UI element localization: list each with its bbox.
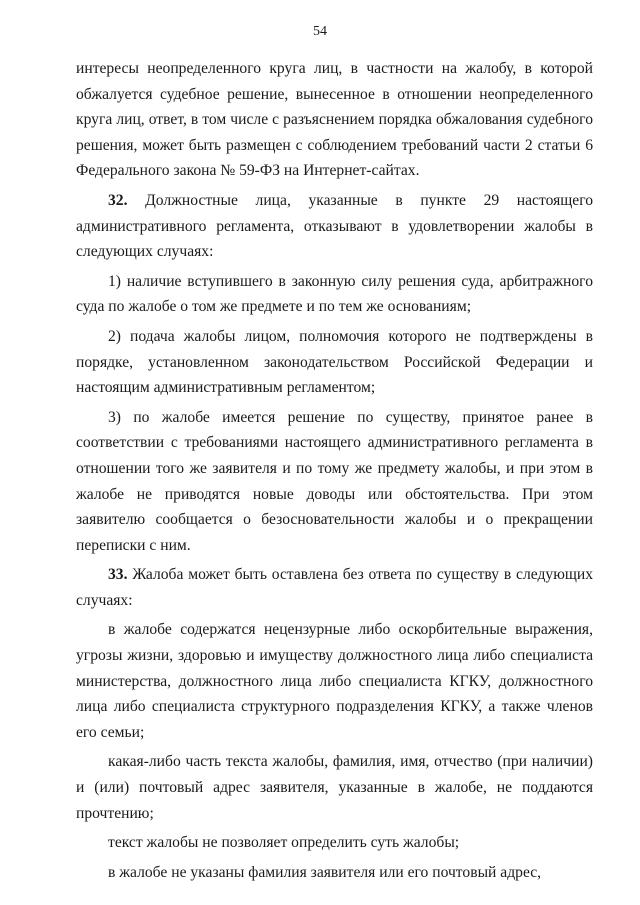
paragraph-7 <box>76 617 593 745</box>
paragraph-text: 3) по жалобе имеется решение по существу, принятое ранее в соответствии с требованиями настоящего административного регламента в отношении того же заявителя и по тому же предмету жалобы, и при этом в жалобе не приводятся новые доводы или обстоятельства. При этом заявителю сообщается о безосновательности жалобы и о прекращении переписки с ним. <box>76 408 593 554</box>
paragraph-4 <box>76 324 593 401</box>
paragraph-text: Жалоба может быть оставлена без ответа по существу в следующих случаях: <box>76 566 593 609</box>
paragraph-text: 2) подача жалобы лицом, полномочия которого не подтверждены в порядке, установленном законодательством Российской Федерации и настоящим административным регламентом; <box>76 327 593 397</box>
paragraph-3 <box>76 269 593 320</box>
paragraph-5 <box>76 405 593 559</box>
paragraph-text: Должностные лица, указанные в пункте 29 настоящего административного регламента, отказывают в удовлетворении жалобы в следующих случаях: <box>76 191 593 261</box>
paragraph-1 <box>76 56 593 184</box>
paragraph-9 <box>76 830 593 856</box>
page-number: 54 <box>313 24 327 39</box>
paragraph-10 <box>76 860 593 886</box>
paragraph-text: в жалобе не указаны фамилия заявителя или его почтовый адрес, <box>108 863 542 881</box>
paragraph-8 <box>76 749 593 826</box>
item-number: 33. <box>108 566 128 584</box>
paragraph-text: интересы неопределенного круга лиц, в частности на жалобу, в которой обжалуется судебное решение, вынесенное в отношении неопределенного круга лиц, ответ, в том числе с разъяснением порядка обжалования судебного решения, может быть размещен с соблюдением требований части 2 статьи 6 Федерального закона № 59-ФЗ на Интернет-сайтах. <box>76 60 593 180</box>
document-body <box>76 56 593 889</box>
paragraph-2-item-32 <box>76 188 593 265</box>
item-number: 32. <box>108 191 128 209</box>
paragraph-text: какая-либо часть текста жалобы, фамилия, имя, отчество (при наличии) и (или) почтовый адрес заявителя, указанные в жалобе, не поддаются прочтению; <box>76 753 593 822</box>
paragraph-text: в жалобе содержатся нецензурные либо оскорбительные выражения, угрозы жизни, здоровью и имуществу должностного лица либо специалиста министерства, должностного лица либо специалиста КГКУ, должностного лица либо специалиста структурного подразделения КГКУ, а также членов его семьи; <box>76 621 593 741</box>
paragraph-text: 1) наличие вступившего в законную силу решения суда, арбитражного суда по жалобе о том же предмете и по тем же основаниям; <box>76 272 593 316</box>
paragraph-text: текст жалобы не позволяет определить суть жалобы; <box>108 834 460 852</box>
paragraph-6-item-33 <box>76 562 593 613</box>
